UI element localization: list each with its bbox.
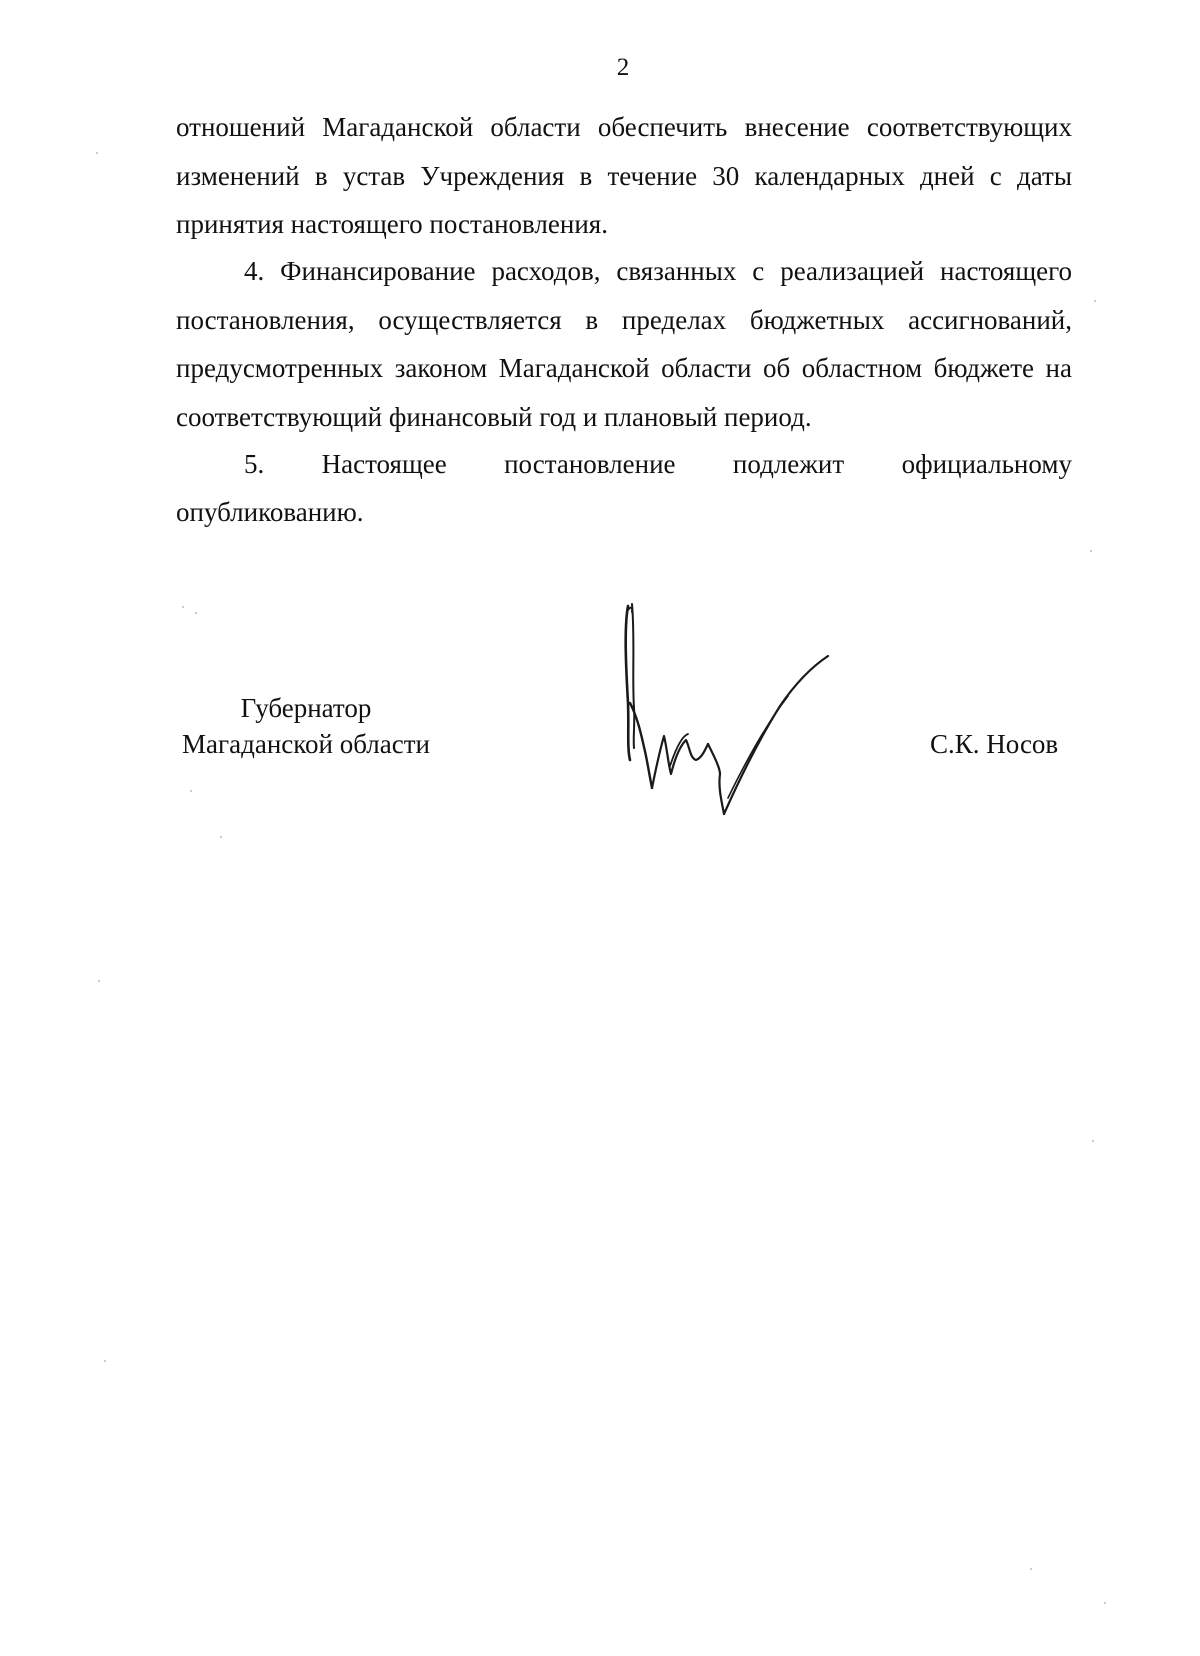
scan-speck	[182, 606, 184, 608]
page-number: 2	[616, 54, 630, 81]
item-5-word-4: официальному	[901, 449, 1072, 479]
scan-speck	[1104, 1602, 1106, 1604]
paragraph-item-4: 4. Финансирование расходов, связанных с реализацией настоящего постановления, осуществляется в пределах бюджетных ассигнований, предусмотренных законом Магаданской области об областном бюджете на соответствующий финансовый год и плановый период.	[176, 256, 1072, 432]
scan-speck	[1030, 1568, 1032, 1570]
paragraph-item-5-last-line: опубликованию.	[176, 497, 364, 527]
scan-speck	[1090, 550, 1092, 552]
signer-title	[176, 690, 436, 762]
scan-speck	[190, 790, 192, 792]
scan-speck	[104, 1360, 106, 1362]
handwritten-signature-icon	[610, 598, 850, 828]
item-5-word-1: Настоящее	[321, 449, 447, 479]
scan-speck	[1094, 300, 1096, 302]
signer-title-line-2: Магаданской области	[182, 729, 430, 759]
item-5-word-3: подлежит	[732, 449, 845, 479]
paragraph-item-5-first-line	[176, 440, 1072, 489]
scan-speck	[1092, 1140, 1094, 1142]
scan-speck	[98, 980, 100, 982]
scan-speck	[220, 836, 222, 838]
item-5-word-2: постановление	[504, 449, 676, 479]
signer-name: С.К. Носов	[930, 729, 1059, 759]
signer-title-line-1: Губернатор	[240, 693, 372, 723]
item-5-number: 5.	[244, 449, 265, 479]
paragraph-continuation: отношений Магаданской области обеспечить внесение соответствующих изменений в устав Учреждения в течение 30 календарных дней с даты принятия настоящего постановления.	[176, 112, 1072, 240]
scan-speck	[195, 612, 197, 614]
scan-speck	[96, 152, 98, 154]
